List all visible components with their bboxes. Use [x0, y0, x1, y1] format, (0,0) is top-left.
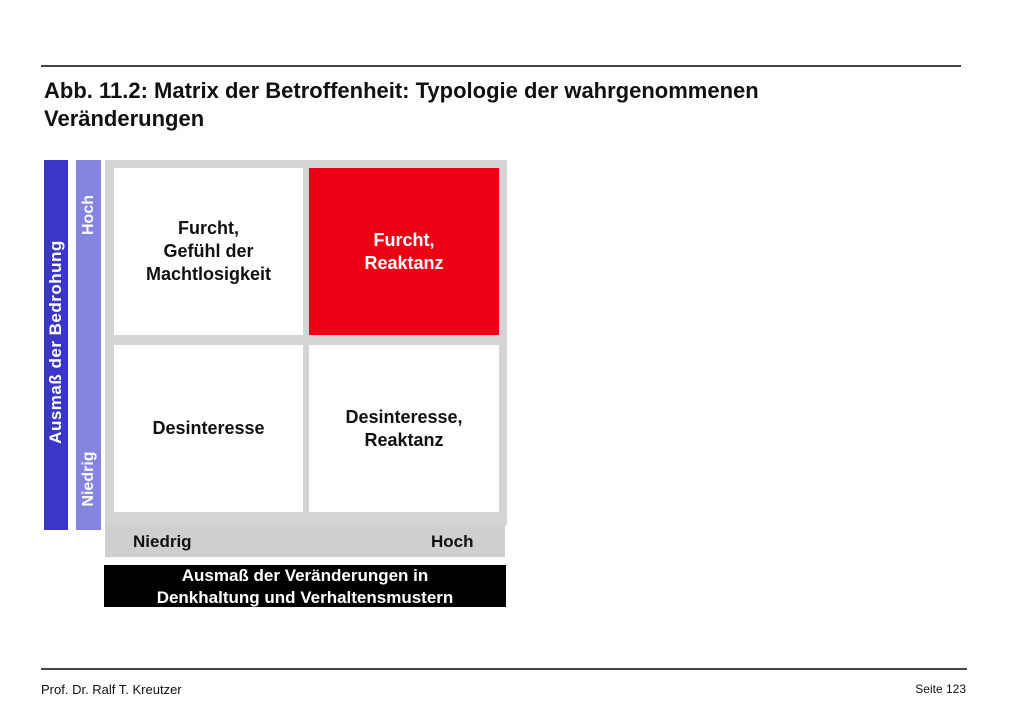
matrix-cell-top-left	[114, 168, 303, 335]
cell-text: Desinteresse,	[345, 406, 463, 427]
page-title	[44, 77, 944, 133]
x-axis-high-label: Hoch	[431, 532, 474, 551]
top-divider	[41, 65, 961, 67]
cell-text: Reaktanz	[364, 252, 444, 273]
x-axis-low-label: Niedrig	[133, 532, 192, 551]
matrix-cell-top-right	[309, 168, 499, 335]
cell-text: Desinteresse	[152, 418, 265, 438]
footer-author: Prof. Dr. Ralf T. Kreutzer	[41, 682, 182, 697]
y-axis-label: Ausmaß der Bedrohung	[46, 240, 65, 444]
y-axis-low-label: Niedrig	[80, 451, 97, 507]
title-line-2: Veränderungen	[44, 106, 205, 131]
x-axis-label	[104, 565, 506, 607]
cell-text: Machtlosigkeit	[145, 264, 272, 284]
cell-text: Furcht,	[178, 218, 239, 238]
y-axis-high-label: Hoch	[80, 195, 97, 235]
cell-text: Reaktanz	[364, 429, 444, 450]
matrix-cell-bottom-left	[114, 345, 303, 512]
x-axis-label-line-1: Ausmaß der Veränderungen in	[181, 566, 429, 585]
matrix-cell-bottom-right	[309, 345, 499, 512]
title-line-1: Abb. 11.2: Matrix der Betroffenheit: Typologie der wahrgenommenen	[44, 78, 759, 103]
cell-text: Furcht,	[373, 229, 435, 250]
x-axis-label-line-2: Denkhaltung und Verhaltensmustern	[156, 588, 454, 607]
footer-page-number: Seite 123	[915, 682, 966, 696]
bottom-divider	[41, 668, 967, 670]
cell-text: Gefühl der	[163, 241, 254, 261]
